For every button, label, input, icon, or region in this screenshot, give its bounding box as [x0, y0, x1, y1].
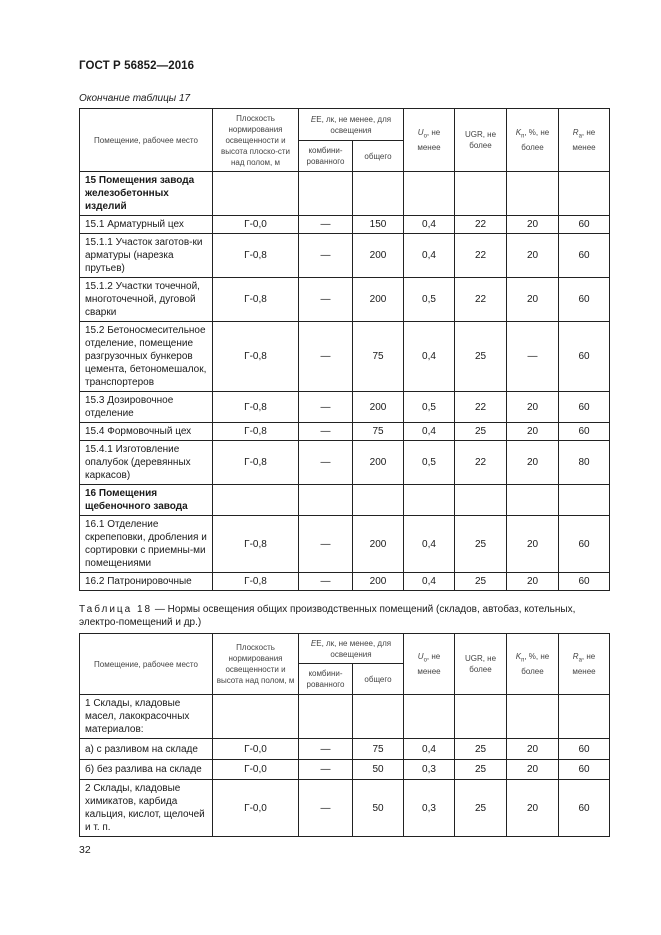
- ra-value: 60: [559, 780, 610, 837]
- ugr-value: 22: [455, 234, 507, 278]
- combined-value: —: [299, 423, 353, 441]
- uo-value: 0,4: [404, 739, 455, 760]
- table-row: [80, 441, 610, 485]
- combined-value: —: [299, 573, 353, 591]
- kp-value: 20: [507, 423, 559, 441]
- kp-value: —: [507, 322, 559, 392]
- ra-value: 60: [559, 278, 610, 322]
- uo-value: 0,4: [404, 216, 455, 234]
- plane-value: Г-0,0: [213, 739, 299, 760]
- ugr-value: 25: [455, 760, 507, 780]
- ra-value: 60: [559, 516, 610, 573]
- kp-value: 20: [507, 739, 559, 760]
- group-title: 1 Склады, кладовые масел, лакокрасочных материалов:: [80, 695, 213, 739]
- plane-value: Г-0,8: [213, 322, 299, 392]
- table-17: [79, 108, 610, 591]
- general-value: 150: [353, 216, 404, 234]
- header-illuminance-text: E, лк, не менее, для освещения: [316, 638, 392, 659]
- table-row: [80, 739, 610, 760]
- kp-subscript: п: [521, 657, 525, 664]
- combined-value: —: [299, 760, 353, 780]
- uo-note: , не менее: [417, 127, 441, 153]
- header-general: общего: [353, 141, 404, 172]
- uo-note: , не менее: [417, 651, 441, 677]
- plane-value: Г-0,0: [213, 780, 299, 837]
- kp-value: 20: [507, 780, 559, 837]
- table-row-group: [80, 695, 610, 739]
- room-name: 15.3 Дозировочное отделение: [80, 392, 213, 423]
- ugr-value: 25: [455, 322, 507, 392]
- combined-value: —: [299, 216, 353, 234]
- combined-value: —: [299, 516, 353, 573]
- uo-value: 0,5: [404, 278, 455, 322]
- kp-value: 20: [507, 516, 559, 573]
- combined-value: —: [299, 780, 353, 837]
- table-row: [80, 278, 610, 322]
- ra-value: 60: [559, 760, 610, 780]
- uo-symbol: U: [417, 127, 424, 137]
- kp-symbol: K: [515, 127, 522, 137]
- uo-value: 0,4: [404, 423, 455, 441]
- header-plane: Плоскость нормирования освещенности и высота плоско-сти над полом, м: [213, 109, 299, 172]
- kp-value: 20: [507, 573, 559, 591]
- kp-value: 20: [507, 760, 559, 780]
- header-illuminance-group: EE, лк, не менее, для освещения: [299, 109, 404, 141]
- ugr-value: 25: [455, 573, 507, 591]
- table-row: [80, 216, 610, 234]
- ugr-value: 22: [455, 392, 507, 423]
- table-row-section: [80, 485, 610, 516]
- room-name: 15.1 Арматурный цех: [80, 216, 213, 234]
- table-row: [80, 322, 610, 392]
- plane-value: Г-0,8: [213, 234, 299, 278]
- kp-value: 20: [507, 234, 559, 278]
- kp-symbol: K: [515, 651, 522, 661]
- room-name: 16.2 Патронировочные: [80, 573, 213, 591]
- uo-value: 0,3: [404, 760, 455, 780]
- table-row: [80, 234, 610, 278]
- uo-value: 0,3: [404, 780, 455, 837]
- room-name: 15.4 Формовочный цех: [80, 423, 213, 441]
- ra-value: 60: [559, 573, 610, 591]
- ra-value: 60: [559, 234, 610, 278]
- room-name: 15.4.1 Изготовление опалубок (деревянных каркасов): [80, 441, 213, 485]
- table-row: [80, 516, 610, 573]
- general-value: 75: [353, 322, 404, 392]
- ugr-value: 25: [455, 423, 507, 441]
- header-ugr: UGR, не более: [455, 634, 507, 695]
- kp-value: 20: [507, 278, 559, 322]
- kp-subscript: п: [521, 133, 525, 140]
- table-row: [80, 780, 610, 837]
- general-value: 200: [353, 392, 404, 423]
- header-room: Помещение, рабочее место: [80, 634, 213, 695]
- header-plane: Плоскость нормирования освещенности и высота над полом, м: [213, 634, 299, 695]
- ugr-value: 25: [455, 516, 507, 573]
- table-row: [80, 392, 610, 423]
- table-18: [79, 633, 610, 837]
- uo-symbol: U: [417, 651, 424, 661]
- uo-value: 0,5: [404, 392, 455, 423]
- header-color-rendering: [559, 634, 610, 695]
- room-name: б) без разлива на складе: [80, 760, 213, 780]
- general-value: 200: [353, 441, 404, 485]
- room-name: 2 Склады, кладовые химикатов, карбида кальция, кислот, щелочей и т. п.: [80, 780, 213, 837]
- ra-symbol: R: [572, 127, 579, 137]
- header-pulsation: [507, 109, 559, 172]
- section-title: 16 Помещения щебеночного завода: [80, 485, 213, 516]
- ra-value: 60: [559, 216, 610, 234]
- header-pulsation: [507, 634, 559, 695]
- uo-value: 0,4: [404, 516, 455, 573]
- combined-value: —: [299, 234, 353, 278]
- header-color-rendering: [559, 109, 610, 172]
- uo-value: 0,5: [404, 441, 455, 485]
- general-value: 75: [353, 739, 404, 760]
- kp-value: 20: [507, 216, 559, 234]
- room-name: 15.1.1 Участок заготов-ки арматуры (нарезка прутьев): [80, 234, 213, 278]
- ugr-value: 25: [455, 780, 507, 837]
- uo-subscript: о: [423, 657, 427, 664]
- ra-note: , не менее: [572, 127, 596, 153]
- header-combined: комбини-рованного: [299, 141, 353, 172]
- ugr-value: 22: [455, 441, 507, 485]
- table-row: [80, 423, 610, 441]
- table-row: [80, 760, 610, 780]
- plane-value: Г-0,8: [213, 573, 299, 591]
- combined-value: —: [299, 322, 353, 392]
- general-value: 200: [353, 278, 404, 322]
- table18-caption: [79, 603, 609, 629]
- header-general: общего: [353, 664, 404, 695]
- ra-value: 60: [559, 322, 610, 392]
- ugr-value: 22: [455, 278, 507, 322]
- page-number: 32: [79, 844, 91, 856]
- table-row: [80, 573, 610, 591]
- ra-value: 80: [559, 441, 610, 485]
- general-value: 200: [353, 234, 404, 278]
- combined-value: —: [299, 739, 353, 760]
- room-name: а) с разливом на складе: [80, 739, 213, 760]
- header-uniformity: [404, 634, 455, 695]
- ra-value: 60: [559, 739, 610, 760]
- kp-note: , %, не более: [521, 651, 550, 677]
- general-value: 75: [353, 423, 404, 441]
- table18-caption-text: — Нормы освещения общих производственных помещений (складов, автобаз, котельных, электро-помещений и др.): [79, 604, 576, 628]
- general-value: 50: [353, 760, 404, 780]
- room-name: 15.1.2 Участки точечной, многоточечной, дуговой сварки: [80, 278, 213, 322]
- ra-value: 60: [559, 392, 610, 423]
- table18-caption-label: Таблица 18: [79, 604, 153, 615]
- section-title: 15 Помещения завода железобетонных изделий: [80, 172, 213, 216]
- uo-subscript: о: [423, 133, 427, 140]
- table-row-section: [80, 172, 610, 216]
- combined-value: —: [299, 278, 353, 322]
- uo-value: 0,4: [404, 573, 455, 591]
- ugr-value: 22: [455, 216, 507, 234]
- combined-value: —: [299, 441, 353, 485]
- document-title: ГОСТ Р 56852—2016: [79, 60, 195, 72]
- ra-note: , не менее: [572, 651, 596, 677]
- general-value: 50: [353, 780, 404, 837]
- plane-value: Г-0,0: [213, 760, 299, 780]
- ra-subscript: a: [578, 657, 582, 664]
- header-illuminance-text: E, лк, не менее, для освещения: [316, 114, 392, 135]
- plane-value: Г-0,8: [213, 392, 299, 423]
- kp-value: 20: [507, 392, 559, 423]
- plane-value: Г-0,8: [213, 423, 299, 441]
- uo-value: 0,4: [404, 322, 455, 392]
- plane-value: Г-0,8: [213, 441, 299, 485]
- kp-value: 20: [507, 441, 559, 485]
- general-value: 200: [353, 516, 404, 573]
- room-name: 15.2 Бетоносмесительное отделение, помещение разгрузочных бункеров цемента, бетономешалок, транспортеров: [80, 322, 213, 392]
- table17-caption: Окончание таблицы 17: [79, 93, 191, 104]
- header-uniformity: [404, 109, 455, 172]
- ra-value: 60: [559, 423, 610, 441]
- combined-value: —: [299, 392, 353, 423]
- header-illuminance-group: EE, лк, не менее, для освещения: [299, 634, 404, 664]
- header-ugr: UGR, не более: [455, 109, 507, 172]
- ra-subscript: a: [578, 133, 582, 140]
- kp-note: , %, не более: [521, 127, 550, 153]
- room-name: 16.1 Отделение скрепеповки, дробления и сортировки с приемны-ми помещениями: [80, 516, 213, 573]
- plane-value: Г-0,0: [213, 216, 299, 234]
- header-combined: комбини-рованного: [299, 664, 353, 695]
- header-room: Помещение, рабочее место: [80, 109, 213, 172]
- plane-value: Г-0,8: [213, 278, 299, 322]
- ugr-value: 25: [455, 739, 507, 760]
- uo-value: 0,4: [404, 234, 455, 278]
- general-value: 200: [353, 573, 404, 591]
- ra-symbol: R: [572, 651, 579, 661]
- plane-value: Г-0,8: [213, 516, 299, 573]
